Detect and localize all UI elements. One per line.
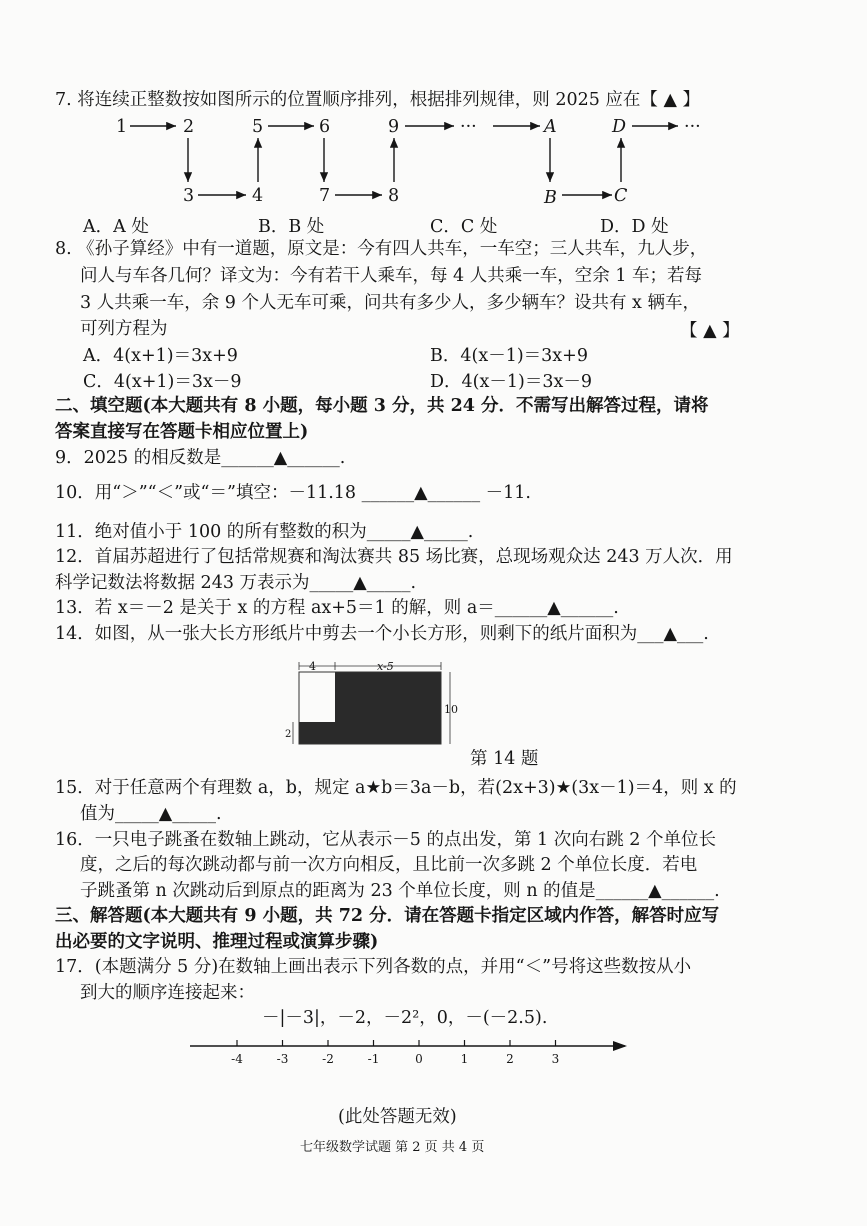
q8-line4: 可列方程为	[80, 319, 168, 339]
tick-label: -1	[367, 1052, 380, 1066]
q7-stem: 7. 将连续正整数按如图所示的位置顺序排列，根据排列规律，则 2025 应在【 ▲ 】	[55, 90, 701, 110]
q15-line2: 值为_____▲_____.	[80, 804, 222, 824]
page-footer: 七年级数学试题 第 2 页 共 4 页	[300, 1140, 485, 1155]
tick-label: 0	[415, 1052, 423, 1066]
section3-heading: 三、解答题(本大题共有 9 小题，共 72 分．请在答题卡指定区域内作答，解答时应写	[55, 906, 720, 926]
q10: 10．用“＞”“＜”或“＝”填空：－11.18 ______▲______ －11.	[55, 483, 531, 503]
tick-label: 1	[460, 1052, 469, 1066]
q7-option-b: B．B 处	[258, 217, 325, 237]
q9: 9．2025 的相反数是______▲______.	[55, 448, 346, 468]
q13: 13．若 x＝－2 是关于 x 的方程 ax+5＝1 的解，则 a＝______▲______.	[55, 598, 619, 618]
q16-line3: 子跳蚤第 n 次跳动后到原点的距离为 23 个单位长度，则 n 的值是______▲______.	[80, 881, 720, 901]
q7-option-d: D．D 处	[600, 217, 669, 237]
fig-n6: 6	[319, 117, 331, 137]
q8-option-d: D．4(x－1)＝3x－9	[430, 372, 592, 392]
q16-line2: 度，之后的每次跳动都与前一次方向相反，且比前一次多跳 2 个单位长度．若电	[80, 855, 698, 875]
fig-n7: 7	[319, 186, 331, 206]
q8-line1: 8. 《孙子算经》中有一道题，原文是：今有四人共车，一车空；三人共车，九人步，	[55, 239, 708, 259]
q14-width-4: 4	[309, 660, 316, 673]
fig-A: A	[544, 117, 557, 137]
fig-n5: 5	[252, 117, 264, 137]
tick-label: 3	[551, 1052, 560, 1066]
fig-n1: 1	[116, 117, 128, 137]
invalid-area-note: (此处答题无效)	[338, 1107, 457, 1127]
fig-n4: 4	[252, 186, 264, 206]
q12-line2: 科学记数法将数据 243 万表示为_____▲_____.	[55, 573, 417, 593]
q14-caption: 第 14 题	[470, 749, 539, 769]
q14-height-10: 10	[444, 703, 458, 716]
number-line	[185, 1036, 635, 1068]
q14-height-2: 2	[285, 729, 292, 740]
section2-heading-cont: 答案直接写在答题卡相应位置上)	[55, 422, 309, 442]
q8-answer-blank: 【 ▲ 】	[680, 321, 740, 341]
fig-C: C	[614, 186, 628, 206]
q8-line3: 3 人共乘一车，余 9 个人无车可乘，问共有多少人，多少辆车？设共有 x 辆车，	[80, 293, 700, 313]
fig-dots: ···	[460, 117, 477, 137]
tick-label: -3	[276, 1052, 289, 1066]
fig-n3: 3	[183, 186, 195, 206]
q8-option-c: C．4(x+1)＝3x－9	[83, 372, 242, 392]
q14-line1: 14．如图，从一张大长方形纸片中剪去一个小长方形，则剩下的纸片面积为___▲___.	[55, 624, 709, 644]
q7-figure	[100, 110, 740, 210]
fig-n8: 8	[388, 186, 400, 206]
q7-option-a: A．A 处	[83, 217, 149, 237]
section2-heading: 二、填空题(本大题共有 8 小题，每小题 3 分，共 24 分．不需写出解答过程，请将	[55, 396, 709, 416]
q12-line1: 12．首届苏超进行了包括常规赛和淘汰赛共 85 场比赛，总现场观众达 243 万人次．用	[55, 547, 733, 567]
tick-label: 2	[506, 1052, 514, 1066]
tick-label: -4	[231, 1052, 243, 1066]
section3-heading-cont: 出必要的文字说明、推理过程或演算步骤)	[55, 932, 379, 952]
q8-line2: 问人与车各几何？译文为：今有若干人乘车，每 4 人共乘一车，空余 1 车；若每	[80, 266, 703, 286]
q17-line1: 17．(本题满分 5 分)在数轴上画出表示下列各数的点，并用“＜”号将这些数按从小	[55, 957, 692, 977]
q7-option-c: C．C 处	[430, 217, 498, 237]
q11: 11．绝对值小于 100 的所有整数的积为_____▲_____.	[55, 522, 474, 542]
q17-line2: 到大的顺序连接起来：	[80, 983, 255, 1003]
fig-n2: 2	[183, 117, 195, 137]
fig-D: D	[612, 117, 627, 137]
fig-n9: 9	[388, 117, 400, 137]
q15-line1: 15．对于任意两个有理数 a，b，规定 a★b＝3a－b，若(2x+3)★(3x－1)＝4，则 x 的	[55, 778, 737, 798]
fig-B: B	[544, 188, 557, 208]
fig-dots2: ···	[684, 117, 701, 137]
q8-option-b: B．4(x－1)＝3x+9	[430, 346, 588, 366]
q16-line1: 16．一只电子跳蚤在数轴上跳动，它从表示－5 的点出发，第 1 次向右跳 2 个单位长	[55, 830, 716, 850]
q17-numbers: －|－3|，－2，－2²，0，－(－2.5).	[262, 1008, 548, 1028]
q14-figure	[285, 658, 465, 750]
tick-label: -2	[322, 1052, 334, 1066]
q8-option-a: A．4(x+1)＝3x+9	[83, 346, 238, 366]
q14-width-x-5: x-5	[377, 660, 394, 673]
